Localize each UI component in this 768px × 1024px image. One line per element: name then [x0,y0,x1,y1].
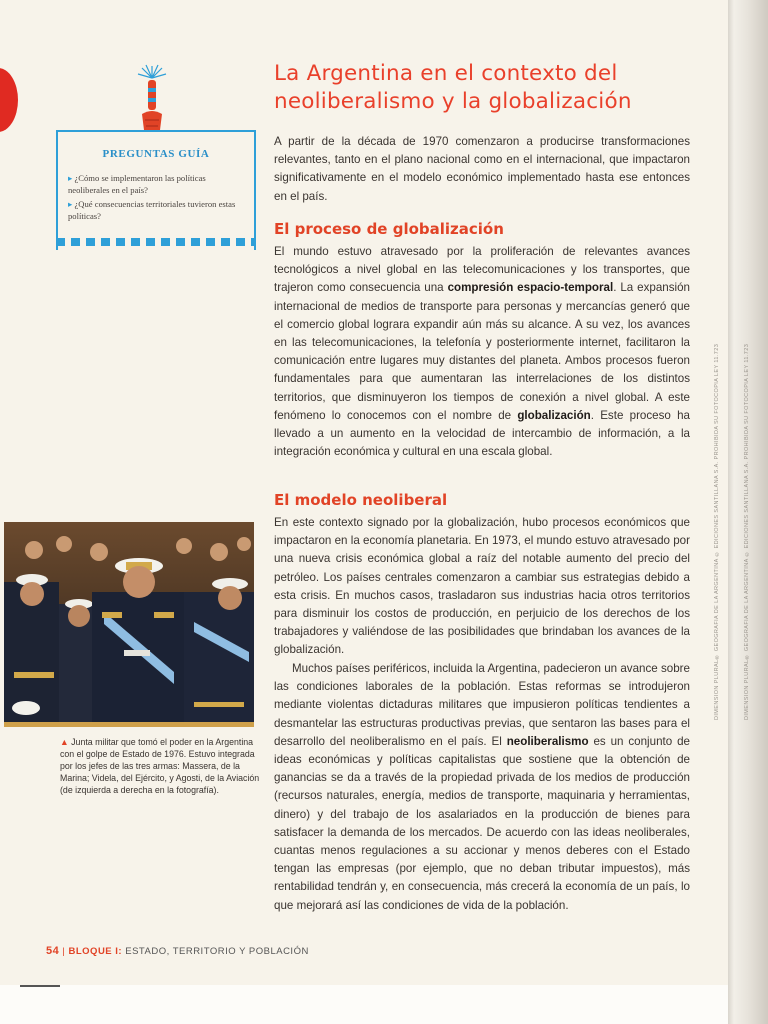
page-number: 54 [46,945,60,957]
guide-question-1: ▸ ¿Cómo se implementaron las políticas neoliberales en el país? [68,173,206,195]
section-heading-neoliberal: El modelo neoliberal [274,491,448,509]
junta-photo [4,522,254,722]
guide-title: PREGUNTAS GUÍA [102,148,210,160]
block-title: ESTADO, TERRITORIO Y POBLACIÓN [125,946,309,957]
neoliberal-paragraph-2: Muchos países periféricos, incluida la Argentina, padecieron un avance sobre las condiciones laborales de la población. Estas reformas se introdujeron mediante violentas dictaduras militares que impusieron políticas tendientes a desmantelar las estructuras productivas previas, que sentaron las bases para el desarrollo del neoliberalismo en el país. El neoliberalismo es un conjunto de ideas económicas y políticas capitalistas que sostiene que la obtención de ganancias se da a través de la propiedad privada de los medios de producción (recursos naturales, energía, medios de transporte, maquinaria y herramientas, dinero) y del trabajo de los asalariados en la producción de bienes para satisfacer la demanda de los mercados. De acuerdo con las ideas neoliberales, cuantas menos regulaciones a su accionar y menos deberes con el Estado tengan las empresas (por ejemplo, que no deban tributar impuestos), más rentabilidad tendrán y, en consecuencia, más crecerá la economía de un país, lo que mejorará así las condiciones de vida de la población. [274,662,690,912]
photo-caption: ▲ Junta militar que tomó el poder en la Argentina con el golpe de Estado de 1976. Estuvo integrada por los jefes de las tres armas: Massera, de la Marina; Videla, del Ejército, y Agosti, de la Aviación (de izquierda a derecha en la fotografía). [60,737,260,795]
triangle-icon: ▲ [60,737,72,747]
block-label: BLOQUE I: [68,946,123,957]
arrow-icon: ▸ [68,173,75,183]
junta-photo-image [4,522,254,722]
photo-rule [4,722,254,727]
intro-paragraph: A partir de la década de 1970 comenzaron a producirse transformaciones relevantes, tanto en el plano nacional como en el internacional, que impactaron significativamente en el modelo económico implementado hasta ese entonces en el país. [274,135,690,203]
bottom-rule [20,985,60,987]
neoliberal-paragraph-1: En este contexto signado por la globalización, hubo procesos económicos que impactaron en la economía planetaria. En 1973, el mundo estuvo atravesado por una nueva crisis económica global a raíz del notable aumento del precio del petróleo. Los países centrales comenzaron a cambiar sus estrategias debido a esta crisis. En muchos casos, trasladaron sus industrias hacia otros territorios para disminuir los costos de producción, en perjuicio de los derechos de los trabajadores y valiéndose de las posibilidades que brindaban los avances de la globalización. [274,516,690,657]
arrow-icon: ▸ [68,199,75,209]
bottom-margin [0,985,728,1024]
footer-separator: | [62,946,69,957]
globalization-paragraph: El mundo estuvo atravesado por la proliferación de relevantes avances tecnológicos a nivel global en las telecomunicaciones y los transportes, que trajeron como consecuencia una compresión espacio-temporal. La expansión internacional de medios de transporte para personas y mercancías generó que el comercio global lograra expandir aún más su alcance. A su vez, los avances en las telecomunicaciones, la telefonía y posteriormente internet, facilitaron la comunicación entre lugares muy distantes del planeta. Ambos procesos fueron fundamentales para que aumentaran las interrelaciones de los distintos territorios, que disminuyeron los tiempos de conexión a nivel global. A este fenómeno lo conocemos con el nombre de globalización. Este proceso ha llevado a un aumento en la velocidad de intercambio de información, a la integración económica y cultural en una escala global. [274,245,690,459]
guide-dashed-border [56,238,256,246]
page-footer [46,945,309,957]
page-title: La Argentina en el contexto del neoliberalismo y la globalización [274,61,632,114]
copyright-vertical-inner: DIMENSIÓN PLURAL® GEOGRAFÍA DE LA ARGENTINA © EDICIONES SANTILLANA S.A. PROHIBIDA SU FOTOCOPIA LEY 11.723 [714,343,720,720]
guide-questions-box [56,130,256,250]
section-heading-globalization: El proceso de globalización [274,220,504,238]
copyright-vertical-outer: DIMENSIÓN PLURAL® GEOGRAFÍA DE LA ARGENTINA © EDICIONES SANTILLANA S.A. PROHIBIDA SU FOTOCOPIA LEY 11.723 [744,343,750,720]
guide-question-2: ▸ ¿Qué consecuencias territoriales tuvieron estas políticas? [68,199,236,221]
